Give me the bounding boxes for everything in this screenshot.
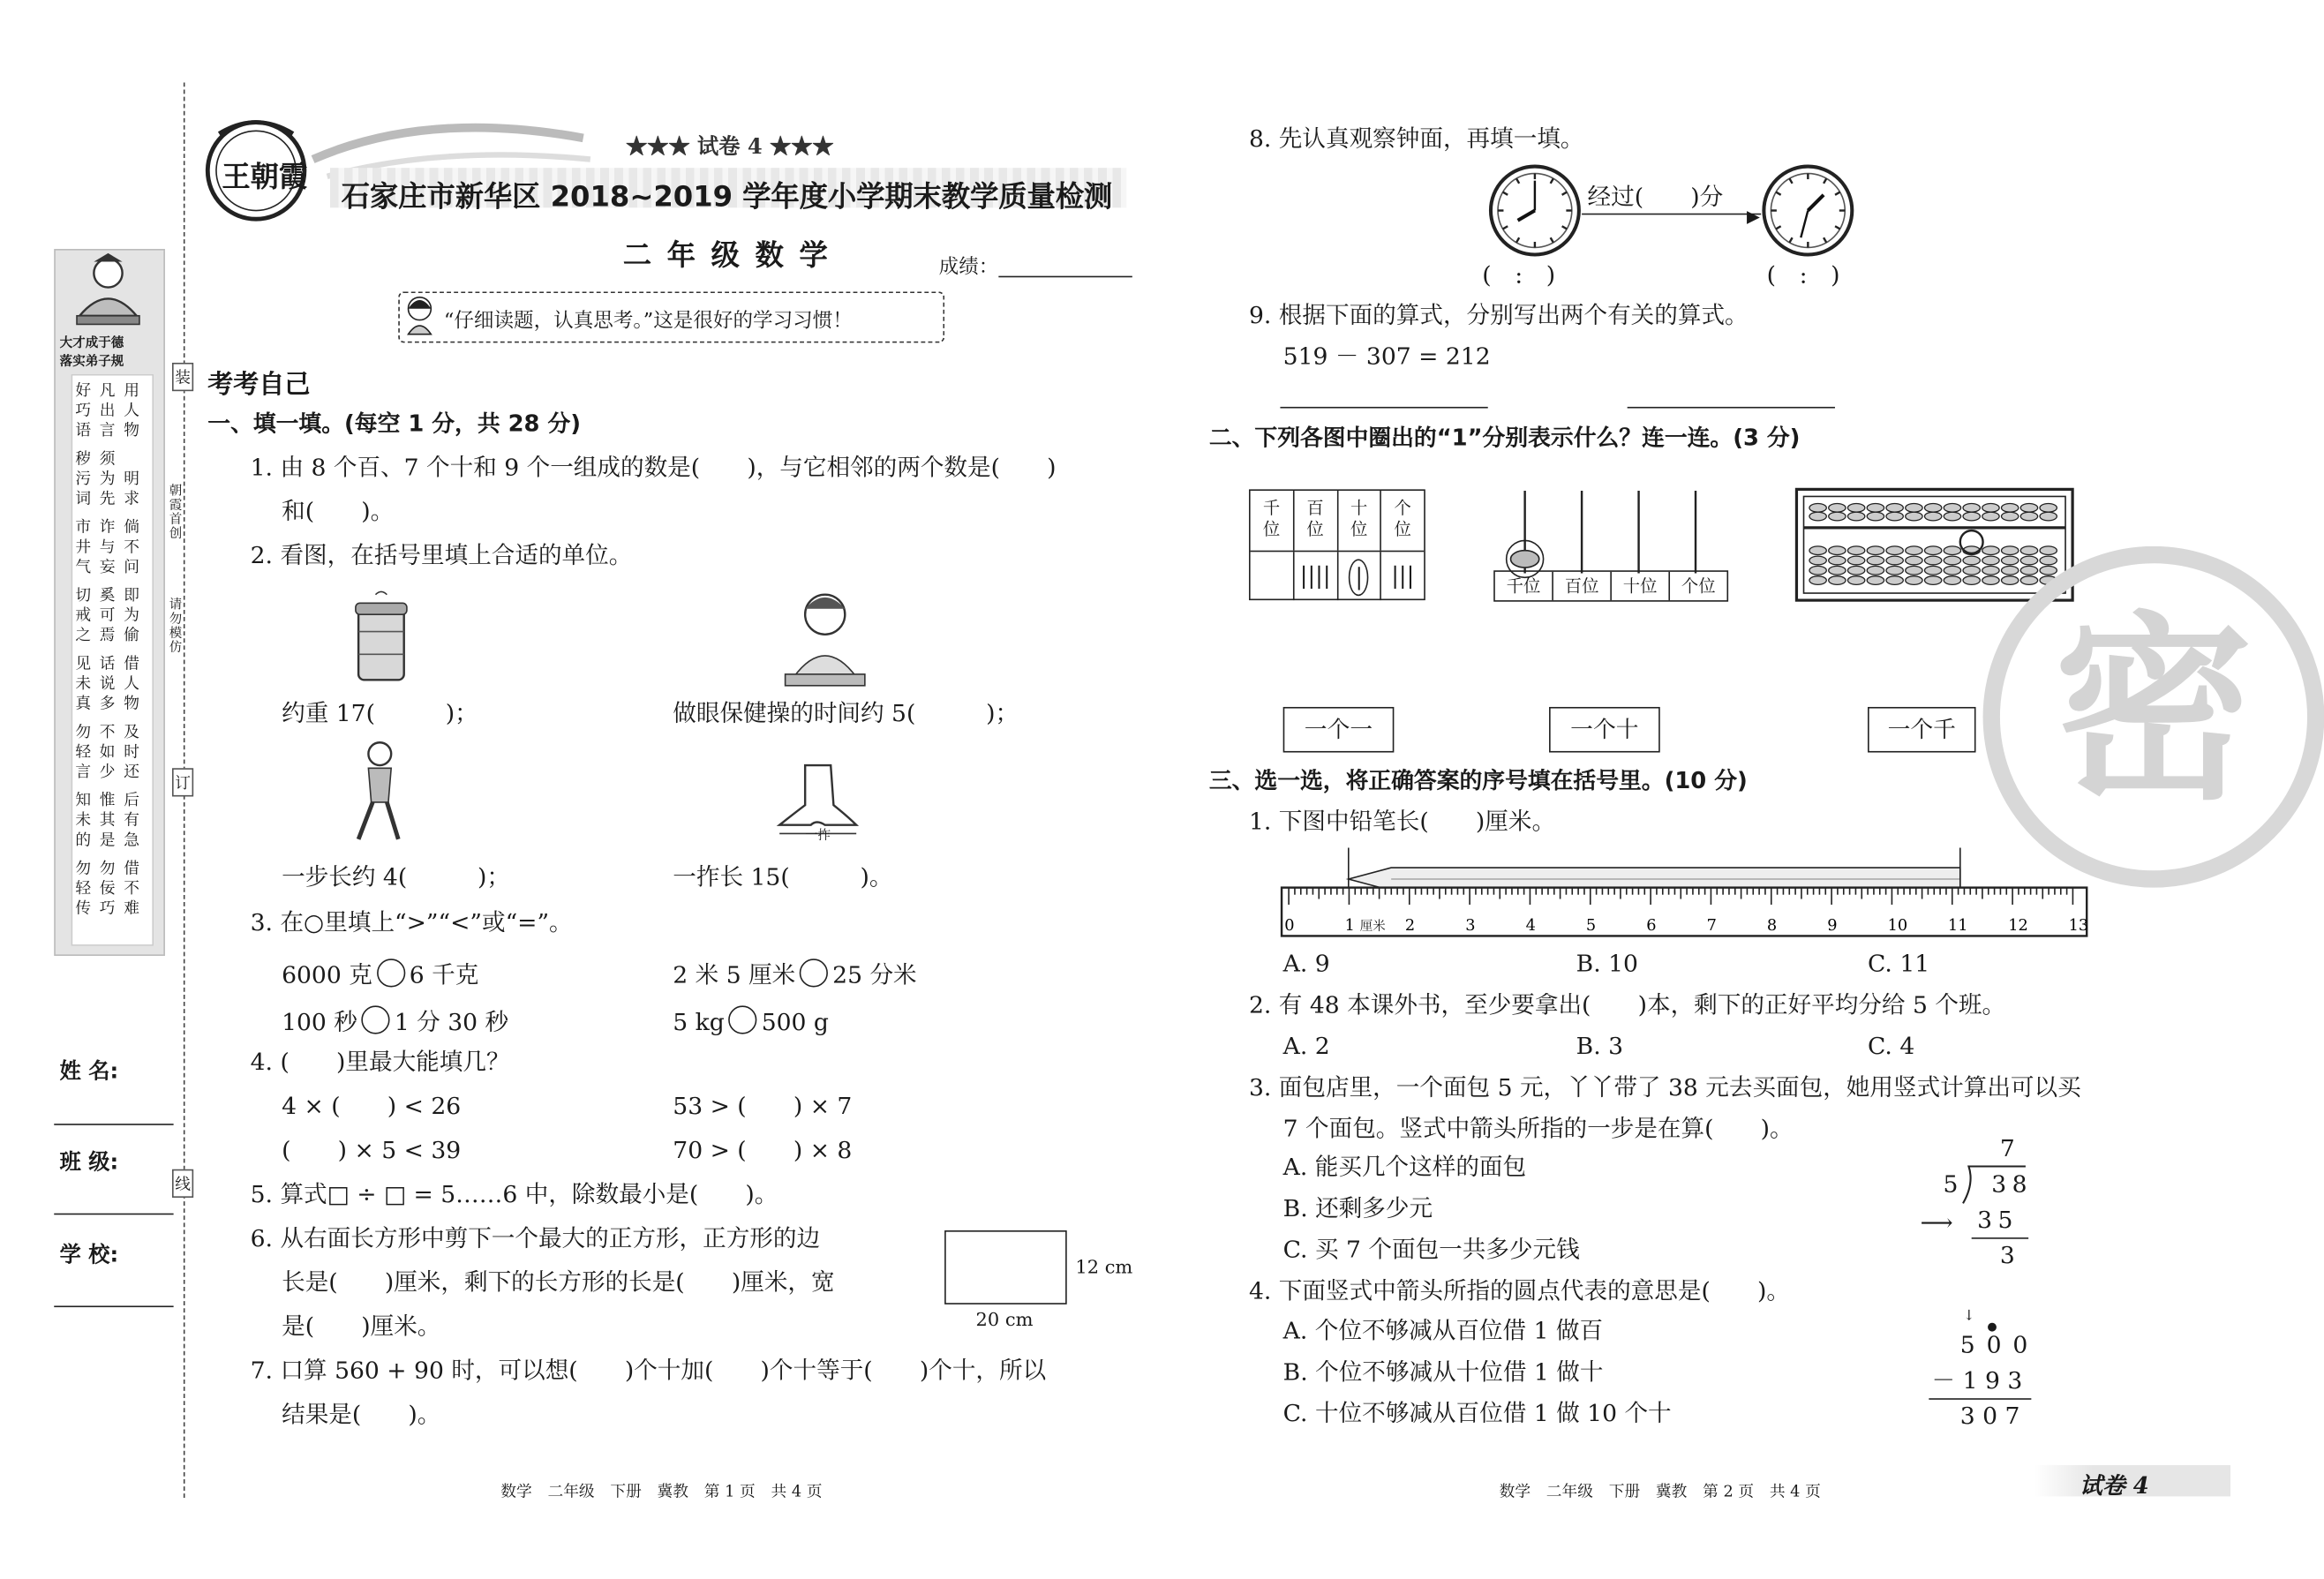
- abacus-bead: [1982, 546, 1999, 555]
- q8-middle: 经过( )分: [1587, 183, 1724, 211]
- sidebar-rule-row: 气妄问: [75, 557, 148, 576]
- abacus-bead: [1963, 566, 1980, 575]
- ruler-label: 6: [1646, 916, 1657, 935]
- place-value-table: [1249, 489, 1425, 600]
- s1-option-a[interactable]: A. 9: [1282, 950, 1330, 978]
- abacus-bead: [1982, 556, 1999, 565]
- ruler-label: 10: [1887, 916, 1908, 935]
- sidebar-seal-1: 朝霞首创: [166, 483, 181, 541]
- compare-circle[interactable]: [800, 959, 828, 987]
- abacus-bead: [2040, 512, 2057, 521]
- sidebar-caption-1: 大才成于德: [59, 336, 124, 352]
- class-label: 班 级:: [59, 1149, 119, 1176]
- abacus-bead: [1829, 556, 1846, 565]
- counting-frame-icon: [1493, 491, 1726, 573]
- walking-boy-icon: [347, 740, 412, 845]
- q3b: 2 米 5 厘米 25 分米: [673, 959, 916, 988]
- q4-text: 4. ( )里最大能填几？: [250, 1048, 510, 1076]
- s4-text: 4. 下面竖式中箭头所指的圆点代表的意思是( )。: [1248, 1277, 1790, 1305]
- abacus-bead: [2002, 576, 2019, 585]
- sidebar-rule-row: 污为明: [75, 469, 148, 488]
- compare-circle[interactable]: [362, 1005, 390, 1034]
- girl-icon: [404, 295, 435, 337]
- ruler-pencil-figure: [1280, 848, 2087, 942]
- abacus-bead: [1847, 512, 1864, 521]
- q2b-text: 做眼保健操的时间约 5( )；: [673, 699, 1019, 727]
- sidebar-rule-row: 切奚即: [75, 585, 148, 605]
- binding-mark-3: 线: [172, 1169, 193, 1198]
- abacus-bead: [1829, 504, 1846, 513]
- sidebar-rule-row: 勿勿借: [75, 859, 148, 878]
- sub-rule: [1929, 1398, 2031, 1400]
- rectangle-figure: [944, 1230, 1067, 1305]
- ruler-label: 3: [1465, 916, 1476, 935]
- abacus-bead: [1886, 576, 1903, 585]
- abacus-bead: [1906, 566, 1922, 575]
- abacus-bead: [1963, 576, 1980, 585]
- abacus-bead: [1963, 504, 1980, 513]
- confidential-stamp: 密: [1983, 546, 2324, 888]
- abacus-bead: [1847, 576, 1864, 585]
- abacus-bead: [2040, 566, 2057, 575]
- abacus-bead: [2020, 556, 2037, 565]
- sub-minus-row: － 1 9 3: [1931, 1366, 2023, 1395]
- sidebar-seal-2: 请勿模仿: [166, 597, 181, 655]
- ruler-label: 2: [1404, 916, 1416, 935]
- q6-line2: 长是( )厘米，剩下的长方形的长是( )厘米，宽: [282, 1268, 835, 1297]
- abacus-bead: [2002, 556, 2019, 565]
- sidebar-rule-row: 之焉偷: [75, 626, 148, 645]
- compare-circle[interactable]: [729, 1005, 757, 1034]
- s3-line2: 7 个面包。竖式中箭头所指的一步是在算( )。: [1282, 1115, 1794, 1143]
- rect-height-label: 12 cm: [1075, 1257, 1133, 1279]
- div-remainder: 3: [1999, 1241, 2015, 1269]
- sidebar-rule-row: 井与不: [75, 538, 148, 557]
- abacus-bead: [1906, 576, 1922, 585]
- div-quotient: 7: [1999, 1135, 2015, 1162]
- abacus-bead: [1886, 504, 1903, 513]
- sidebar-caption-2: 落实弟子规: [59, 355, 124, 371]
- option-box-thousand[interactable]: 一个千: [1868, 707, 1975, 753]
- abacus-bead: [1906, 512, 1922, 521]
- q4d: 70 > ( ) × 8: [673, 1136, 853, 1164]
- footer-left: 数学 二年级 下册 冀教 第 1 页 共 4 页: [500, 1482, 823, 1501]
- compare-circle[interactable]: [377, 959, 405, 987]
- exam-number: ★★★ 试卷 4 ★★★: [626, 133, 834, 160]
- abacus-bead: [1906, 546, 1922, 555]
- score-line[interactable]: [998, 276, 1132, 278]
- place-value-header: 千 位: [1251, 491, 1295, 551]
- motto-text: “仔细读题，认真思考。”这是很好的学习习惯！: [443, 310, 853, 334]
- score-label: 成绩：: [938, 256, 999, 279]
- q5-text: 5. 算式□ ÷ □ = 5……6 中，除数最小是( )。: [250, 1180, 778, 1208]
- sidebar-rule-row: 知惟后: [75, 791, 148, 810]
- abacus-bead: [1847, 566, 1864, 575]
- ruler-label: 11: [1947, 916, 1968, 935]
- scholar-icon: [71, 253, 146, 330]
- div-product: 35: [1977, 1206, 2019, 1234]
- abacus-bead: [2020, 576, 2037, 585]
- sidebar-rule-row: 秽须: [75, 449, 124, 469]
- abacus-bead: [1829, 576, 1846, 585]
- sidebar-rule-row: [75, 509, 149, 518]
- option-box-ten[interactable]: 一个十: [1549, 707, 1660, 753]
- abacus-bead: [2020, 566, 2037, 575]
- q3-text: 3. 在○里填上“>”“<”或“=”。: [250, 908, 573, 936]
- s3-option-b[interactable]: B. 还剩多少元: [1282, 1194, 1433, 1222]
- q6-line3: 是( )厘米。: [282, 1312, 441, 1341]
- abacus-bead: [1924, 546, 1941, 555]
- clock-right-icon: [1761, 163, 1854, 257]
- abacus-bead: [1809, 546, 1826, 555]
- abacus-bead: [1906, 504, 1922, 513]
- hand-span-label: 一拃: [805, 829, 831, 844]
- abacus-bead: [1847, 504, 1864, 513]
- sidebar-rule-grid: [72, 375, 152, 924]
- abacus-bead: [2040, 546, 2057, 555]
- div-divisor: 5: [1943, 1170, 1959, 1198]
- abacus-bead: [2020, 512, 2037, 521]
- ruler-label: 5: [1585, 916, 1597, 935]
- sidebar-rule-row: 市诈倘: [75, 517, 148, 537]
- abacus-bead: [1944, 566, 1960, 575]
- sidebar-rule-row: 言少还: [75, 762, 148, 781]
- exam-title: 石家庄市新华区 2018~2019 学年度小学期末教学质量检测: [341, 179, 1113, 214]
- q6-line1: 6. 从右面长方形中剪下一个最大的正方形，正方形的边: [250, 1224, 821, 1252]
- place-value-header: 十 位: [1338, 491, 1382, 551]
- abacus-bead: [1829, 566, 1846, 575]
- abacus-bead: [1924, 512, 1941, 521]
- counting-frame-label: 十位: [1612, 572, 1670, 600]
- abacus-bead: [1963, 556, 1980, 565]
- q8-text: 8. 先认真观察钟面，再填一填。: [1248, 124, 1584, 153]
- ruler-label: 1: [1344, 916, 1355, 935]
- abacus-bead: [2002, 512, 2019, 521]
- sidebar-rule-row: 轻佞不: [75, 878, 148, 898]
- sidebar-rules: [71, 374, 154, 946]
- option-box-one[interactable]: 一个一: [1283, 707, 1395, 753]
- abacus-bead: [1867, 556, 1884, 565]
- abacus-bead: [1982, 566, 1999, 575]
- q9-text: 9. 根据下面的算式，分别写出两个有关的算式。: [1248, 301, 1749, 329]
- abacus-bead: [1867, 576, 1884, 585]
- s1-option-c[interactable]: C. 11: [1868, 950, 1930, 978]
- q2c-text: 一步长约 4( )；: [282, 863, 510, 891]
- abacus-bead: [1809, 504, 1826, 513]
- school-label: 学 校:: [59, 1241, 119, 1267]
- sidebar-rule-row: [75, 782, 149, 791]
- abacus-bead: [1886, 556, 1903, 565]
- counting-frame-label: 个位: [1681, 575, 1716, 597]
- sidebar-rule-row: [75, 441, 149, 450]
- q4c: ( ) × 5 < 39: [282, 1136, 462, 1164]
- abacus-bead: [1944, 546, 1960, 555]
- sidebar-rule-row: 轻如时: [75, 742, 148, 762]
- abacus-bead: [1944, 512, 1960, 521]
- sub-top: 500: [1959, 1331, 2040, 1359]
- q9-answer-line-2[interactable]: [1628, 407, 1835, 409]
- q2a-text: 约重 17( )；: [282, 699, 478, 727]
- abacus-bead: [1944, 576, 1960, 585]
- sidebar-rule-row: 未说人: [75, 673, 148, 693]
- section-title: 考考自己: [207, 370, 311, 400]
- abacus-bead: [1982, 504, 1999, 513]
- sidebar-rule-row: 语言物: [75, 421, 148, 440]
- place-value-sticks: |||| | |||: [1251, 552, 1425, 600]
- sub-result: 3 0 7: [1959, 1402, 2020, 1430]
- place-value-header: 百 位: [1294, 491, 1338, 551]
- part1-heading: 一、填一填。(每空 1 分，共 28 分): [207, 410, 582, 437]
- ruler-label: 4: [1525, 916, 1536, 935]
- q2-text: 2. 看图，在括号里填上合适的单位。: [250, 542, 633, 569]
- abacus-bead: [1867, 566, 1884, 575]
- s2-text: 2. 有 48 本课外书，至少要拿出( )本，剩下的正好平均分给 5 个班。: [1248, 991, 2006, 1019]
- s4-option-a[interactable]: A. 个位不够减从百位借 1 做百: [1282, 1317, 1604, 1344]
- abacus-bead: [1906, 556, 1922, 565]
- sub-arrow: ↓: [1963, 1308, 1975, 1325]
- abacus-bead: [1829, 546, 1846, 555]
- s3-line1: 3. 面包店里，一个面包 5 元，丫丫带了 38 元去买面包，她用竖式计算出可以买: [1248, 1073, 2081, 1102]
- abacus-bead: [1982, 576, 1999, 585]
- pot-icon: [350, 589, 412, 688]
- abacus-bead: [1867, 546, 1884, 555]
- sidebar-rule-row: 的是急: [75, 831, 148, 850]
- q7-line2: 结果是( )。: [282, 1401, 441, 1429]
- q3d: 5 kg 500 g: [673, 1005, 829, 1034]
- q4b: 53 > ( ) × 7: [673, 1092, 853, 1120]
- footer-right: 数学 二年级 下册 冀教 第 2 页 共 4 页: [1499, 1482, 1821, 1501]
- q4a: 4 × ( ) < 26: [282, 1092, 462, 1120]
- abacus-bead: [2002, 566, 2019, 575]
- abacus-bead: [1809, 566, 1826, 575]
- abacus-bead: [1847, 556, 1864, 565]
- s2-option-a[interactable]: A. 2: [1282, 1033, 1330, 1060]
- binding-mark-2: 订: [172, 768, 193, 796]
- sidebar-rule-row: 见话借: [75, 654, 148, 673]
- div-dividend: 38: [1991, 1170, 2033, 1198]
- q1-line2: 和( )。: [282, 498, 395, 525]
- exam-number-text: 试卷 4: [697, 133, 763, 160]
- abacus-bead: [1924, 556, 1941, 565]
- brand-name: 王朝霞: [222, 159, 308, 194]
- rect-width-label: 20 cm: [975, 1310, 1034, 1332]
- sidebar-rule-row: 巧出人: [75, 401, 148, 420]
- abacus-bead: [1847, 546, 1864, 555]
- sidebar-rule-row: [75, 714, 149, 723]
- s2-option-b[interactable]: B. 3: [1576, 1033, 1624, 1060]
- sidebar-rule-row: 未其有: [75, 810, 148, 830]
- binding-mark-1: 装: [172, 363, 193, 391]
- school-line: [54, 1305, 173, 1307]
- div-arrow: ⟶: [1920, 1208, 1953, 1237]
- abacus-bead: [1867, 512, 1884, 521]
- abacus-bead: [1809, 556, 1826, 565]
- q9-answer-line-1[interactable]: [1280, 407, 1487, 409]
- sidebar-rule-row: [75, 851, 149, 860]
- abacus-bead: [1886, 546, 1903, 555]
- sidebar-rule-row: 勿不及: [75, 722, 148, 741]
- abacus-bead: [2002, 546, 2019, 555]
- s3-option-c[interactable]: C. 买 7 个面包一共多少元钱: [1282, 1236, 1580, 1264]
- class-line: [54, 1214, 173, 1215]
- abacus-bead: [1829, 512, 1846, 521]
- boy-eye-exercise-icon: [782, 586, 868, 688]
- sidebar-rule-row: 戒可为: [75, 605, 148, 625]
- abacus-bead: [2002, 504, 2019, 513]
- abacus-bead: [1886, 566, 1903, 575]
- q7-line1: 7. 口算 560 + 90 时，可以想( )个十加( )个十等于( )个十，所以: [250, 1357, 1047, 1385]
- q3a: 6000 克 6 千克: [282, 959, 478, 988]
- abacus-bead: [2020, 546, 2037, 555]
- abacus-bead: [1963, 512, 1980, 521]
- part3-heading: 三、选一选，将正确答案的序号填在括号里。(10 分): [1208, 766, 1748, 794]
- abacus-bead: [1924, 504, 1941, 513]
- abacus-bead: [1809, 576, 1826, 585]
- suanpan-icon: [1795, 488, 2074, 602]
- ruler-label: 7: [1706, 916, 1717, 935]
- place-value-header: 个 位: [1394, 498, 1411, 539]
- ruler-label: 13: [2068, 916, 2089, 935]
- s1-text: 1. 下图中铅笔长( )厘米。: [1248, 808, 1556, 836]
- name-line: [54, 1124, 173, 1125]
- q8-time-blank-left[interactable]: ( : ): [1482, 261, 1556, 289]
- sidebar-rule-row: 真多物: [75, 694, 148, 713]
- ruler-label: 12: [2008, 916, 2028, 935]
- abacus-bead: [1944, 556, 1960, 565]
- place-value-cells: [1251, 491, 1425, 552]
- sub-dot: ●: [1987, 1320, 1997, 1334]
- part2-heading: 二、下列各图中圈出的“1”分别表示什么？连一连。(3 分): [1208, 424, 1801, 451]
- counting-frame-label: 百位: [1553, 572, 1612, 600]
- abacus-bead: [1924, 566, 1941, 575]
- subject-title: 二 年 级 数 学: [622, 237, 831, 272]
- q8-time-blank-right[interactable]: ( : ): [1766, 261, 1840, 289]
- abacus-bead: [2020, 504, 2037, 513]
- sidebar-rule-row: 词先求: [75, 489, 148, 508]
- s2-option-c[interactable]: C. 4: [1868, 1033, 1915, 1060]
- q2d-text: 一拃长 15( )。: [673, 863, 893, 891]
- clock-left-icon: [1488, 163, 1582, 257]
- sidebar-rule-row: 好凡用: [75, 380, 148, 400]
- ruler-unit-label: 厘米: [1359, 920, 1386, 935]
- abacus-bead: [2040, 556, 2057, 565]
- ruler-label: 9: [1827, 916, 1838, 935]
- corner-exam-label: 试卷 4: [2080, 1472, 2149, 1500]
- ruler-label: 8: [1766, 916, 1778, 935]
- q8-arrowhead: ▶: [1747, 206, 1760, 227]
- sidebar-rule-row: [75, 577, 149, 586]
- q9-equation: 519 － 307 = 212: [1282, 342, 1491, 371]
- ruler-label: 0: [1284, 916, 1295, 935]
- name-label: 姓 名:: [59, 1058, 119, 1085]
- s1-option-b[interactable]: B. 10: [1576, 950, 1638, 978]
- s4-option-b[interactable]: B. 个位不够减从十位借 1 做十: [1282, 1358, 1604, 1386]
- abacus-bead: [1982, 512, 1999, 521]
- s3-option-a[interactable]: A. 能买几个这样的面包: [1282, 1154, 1527, 1181]
- q1-line1: 1. 由 8 个百、7 个十和 9 个一组成的数是( )，与它相邻的两个数是( ): [250, 454, 1057, 481]
- abacus-bead: [1944, 504, 1960, 513]
- counting-frame-label: 千位: [1495, 572, 1553, 600]
- div-rule: [1972, 1237, 2028, 1239]
- q3c: 100 秒 1 分 30 秒: [282, 1005, 508, 1034]
- abacus-bead: [1886, 512, 1903, 521]
- counting-frame-labels: [1493, 570, 1728, 601]
- abacus-bead: [1809, 512, 1826, 521]
- sidebar-rule-row: [75, 646, 149, 655]
- abacus-bead: [2040, 504, 2057, 513]
- s4-option-c[interactable]: C. 十位不够减从百位借 1 做 10 个十: [1282, 1399, 1672, 1427]
- q8-arrow: [1582, 214, 1761, 215]
- abacus-bead: [1924, 576, 1941, 585]
- abacus-bead: [1867, 504, 1884, 513]
- sidebar-rule-row: 传巧难: [75, 899, 148, 918]
